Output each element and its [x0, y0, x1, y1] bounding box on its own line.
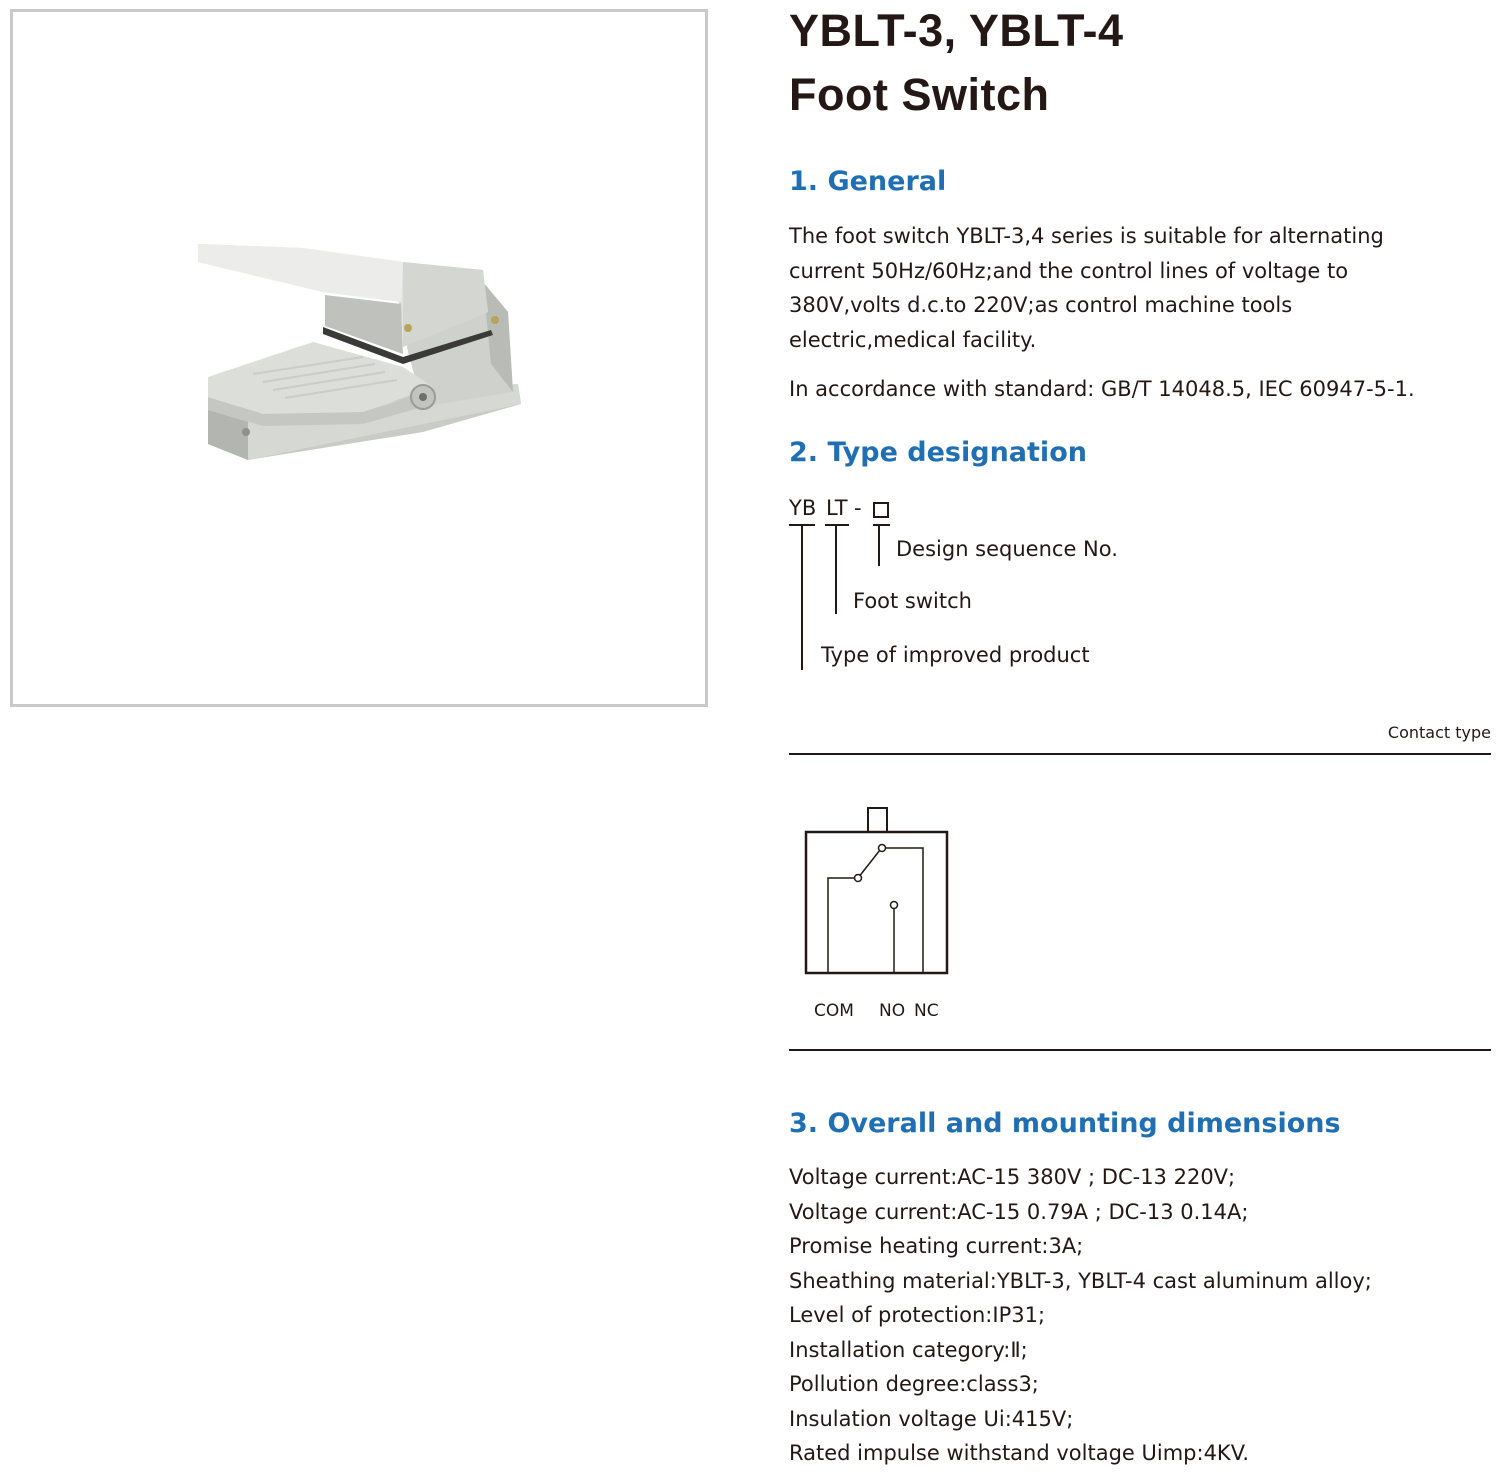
code-lt: LT: [826, 496, 848, 520]
box-underline: [873, 524, 890, 526]
contact-bottom-rule: [789, 1049, 1491, 1051]
foot-switch-label: Foot switch: [853, 589, 972, 613]
lt-leader: [835, 524, 837, 614]
spec-item: Voltage current:AC-15 380V ; DC-13 220V;: [789, 1165, 1236, 1189]
general-paragraph: [789, 219, 1429, 357]
yb-leader: [801, 524, 803, 670]
com-contact-icon: [855, 875, 862, 882]
general-line: 380V,volts d.c.to 220V;as control machine tools: [789, 293, 1293, 317]
foot-switch-photo: [13, 12, 705, 704]
general-heading: 1. General: [789, 166, 947, 197]
design-sequence-label: Design sequence No.: [896, 537, 1118, 561]
type-designation-heading: 2. Type designation: [789, 437, 1087, 468]
contact-type-heading: Contact type: [1387, 723, 1491, 742]
code-yb: YB: [789, 496, 817, 520]
general-line: current 50Hz/60Hz;and the control lines of voltage to: [789, 258, 1349, 283]
spec-item: Sheathing material:YBLT-3, YBLT-4 cast aluminum alloy;: [789, 1268, 1372, 1293]
spec-item: Voltage current:AC-15 0.79A ; DC-13 0.14A;: [789, 1199, 1249, 1224]
improved-product-label: Type of improved product: [821, 643, 1090, 667]
standard-text: In accordance with standard: GB/T 14048.5, IEC 60947-5-1.: [789, 377, 1415, 401]
contact-top-rule: [789, 753, 1491, 755]
general-line: electric,medical facility.: [789, 327, 1037, 352]
lt-underline: [825, 524, 849, 526]
nc-label: NC: [914, 1001, 939, 1021]
box-leader: [878, 524, 880, 566]
sequence-box: [873, 502, 889, 518]
switch-body: [806, 832, 947, 973]
page-title-line1: YBLT-3, YBLT-4: [789, 5, 1124, 56]
spec-list: [789, 1160, 1489, 1471]
page-title-line2: Foot Switch: [789, 69, 1050, 120]
spec-item: Level of protection:IP31;: [789, 1303, 1046, 1327]
contact-diagram: [789, 800, 989, 1030]
nc-contact-icon: [879, 845, 886, 852]
spec-item: Rated impulse withstand voltage Uimp:4KV.: [789, 1441, 1250, 1465]
spec-item: Installation category:Ⅱ;: [789, 1337, 1028, 1362]
no-label: NO: [879, 1001, 906, 1021]
code-dash: -: [854, 496, 862, 520]
dimensions-heading: 3. Overall and mounting dimensions: [789, 1108, 1341, 1139]
spec-item: Promise heating current:3A;: [789, 1234, 1084, 1258]
com-label: COM: [814, 1001, 854, 1021]
general-line: The foot switch YBLT-3,4 series is suitable for alternating: [789, 224, 1384, 248]
actuator-plunger: [868, 808, 887, 832]
product-photo-frame: [10, 9, 708, 707]
no-contact-icon: [891, 902, 898, 909]
spec-item: Pollution degree:class3;: [789, 1372, 1039, 1396]
spec-item: Insulation voltage Ui:415V;: [789, 1406, 1074, 1431]
